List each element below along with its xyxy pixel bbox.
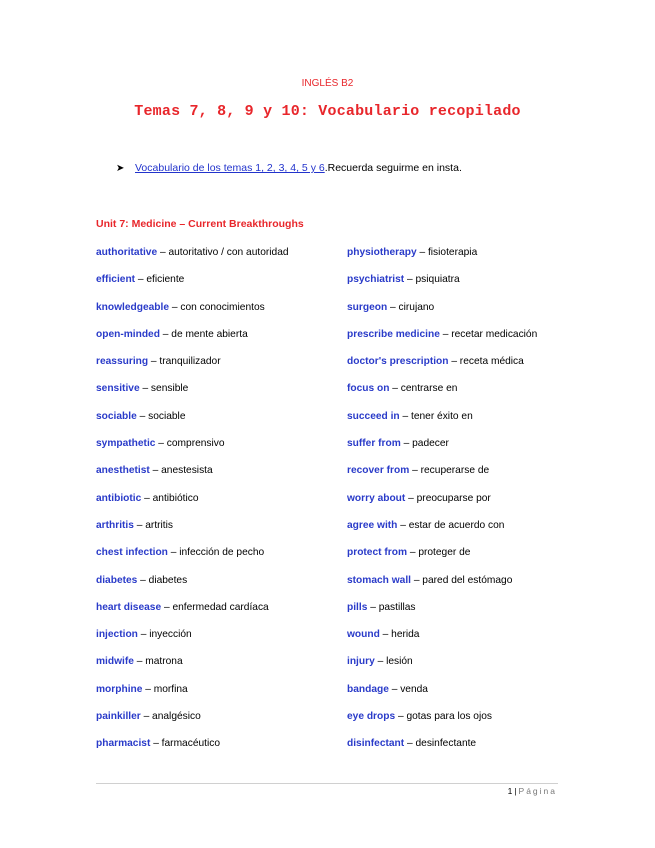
vocab-translation: – psiquiatra: [404, 274, 460, 286]
vocab-translation: – pastillas: [367, 601, 416, 613]
vocab-column-right: [347, 246, 537, 765]
vocab-entry: [347, 710, 537, 737]
footer-divider: [96, 783, 558, 784]
vocab-term: pills: [347, 601, 368, 613]
vocab-translation: – sociable: [136, 410, 186, 422]
vocab-term: wound: [347, 629, 380, 641]
vocab-entry: [96, 464, 289, 491]
vocab-translation: – recetar medicación: [439, 328, 538, 340]
previous-vocab-link[interactable]: Vocabulario de los temas 1, 2, 3, 4, 5 y 6: [135, 162, 325, 174]
vocab-translation: – pared del estómago: [410, 574, 513, 586]
vocab-term: agree with: [347, 519, 398, 531]
intro-suffix: .Recuerda seguirme en insta.: [324, 162, 462, 174]
vocab-entry: [347, 355, 537, 382]
vocab-entry: [347, 328, 537, 355]
vocab-term: painkiller: [96, 711, 141, 723]
arrow-bullet-icon: ➤: [116, 163, 125, 174]
vocab-translation: – inyección: [137, 629, 192, 641]
vocab-entry: [347, 628, 537, 655]
vocab-term: reassuring: [96, 356, 149, 368]
vocab-entry: [96, 737, 289, 764]
vocab-translation: – diabetes: [137, 574, 188, 586]
vocab-translation: – estar de acuerdo con: [397, 519, 505, 531]
page-label: Página: [518, 786, 557, 796]
vocab-term: physiotherapy: [347, 247, 417, 258]
vocab-term: worry about: [347, 492, 406, 504]
vocab-term: anesthetist: [96, 465, 150, 477]
vocab-translation: – infección de pecho: [167, 547, 265, 559]
vocab-entry: [96, 655, 289, 682]
vocab-term: suffer from: [347, 438, 401, 450]
vocab-entry: [96, 683, 289, 710]
vocab-translation: – desinfectante: [404, 738, 477, 750]
vocab-entry: [347, 519, 537, 546]
vocab-entry: [347, 574, 537, 601]
vocab-translation: – analgésico: [140, 711, 201, 723]
vocab-term: injury: [347, 656, 375, 668]
vocab-term: arthritis: [96, 519, 134, 531]
unit-heading: Unit 7: Medicine – Current Breakthroughs: [96, 218, 304, 230]
page-footer: [508, 786, 557, 796]
vocab-term: prescribe medicine: [347, 328, 440, 340]
vocab-translation: – receta médica: [448, 356, 524, 368]
vocab-entry: [96, 519, 289, 546]
vocab-term: stomach wall: [347, 574, 411, 586]
vocab-translation: – artritis: [133, 519, 173, 531]
vocab-entry: [347, 683, 537, 710]
vocab-translation: – de mente abierta: [159, 328, 248, 340]
vocab-column-left: [96, 246, 289, 765]
vocab-entry: [347, 655, 537, 682]
vocab-term: bandage: [347, 683, 389, 695]
vocab-entry: [96, 410, 289, 437]
vocab-term: authoritative: [96, 247, 158, 258]
vocab-term: chest infection: [96, 547, 168, 559]
vocab-term: heart disease: [96, 601, 162, 613]
page-number: 1: [507, 786, 513, 796]
vocab-term: pharmacist: [96, 738, 151, 750]
vocab-term: succeed in: [347, 410, 400, 422]
vocab-entry: [96, 382, 289, 409]
vocab-term: morphine: [96, 683, 143, 695]
course-header: INGLÉS B2: [301, 78, 354, 89]
vocab-term: knowledgeable: [96, 301, 170, 313]
vocab-translation: – lesión: [374, 656, 413, 668]
vocab-term: doctor's prescription: [347, 356, 449, 368]
vocab-entry: [96, 628, 289, 655]
vocab-term: focus on: [347, 383, 390, 395]
vocab-entry: [96, 492, 289, 519]
vocab-translation: – morfina: [142, 683, 188, 695]
vocab-translation: – matrona: [133, 656, 183, 668]
vocab-entry: [96, 574, 289, 601]
vocab-term: efficient: [96, 274, 136, 286]
vocab-entry: [347, 437, 537, 464]
vocab-term: sociable: [96, 410, 137, 422]
vocab-translation: – fisioterapia: [416, 247, 478, 258]
vocab-entry: [96, 710, 289, 737]
intro-line: [116, 162, 462, 174]
vocab-entry: [96, 601, 289, 628]
vocab-translation: – preocuparse por: [405, 492, 491, 504]
vocab-term: injection: [96, 629, 138, 641]
vocab-entry: [96, 546, 289, 573]
vocab-entry: [347, 410, 537, 437]
vocab-term: eye drops: [347, 711, 396, 723]
vocab-entry: [347, 464, 537, 491]
vocab-translation: – autoritativo / con autoridad: [157, 247, 289, 258]
vocab-entry: [347, 246, 537, 273]
vocab-translation: – gotas para los ojos: [395, 711, 492, 723]
vocab-translation: – con conocimientos: [169, 301, 265, 313]
page-title: Temas 7, 8, 9 y 10: Vocabulario recopilado: [134, 103, 521, 120]
vocab-entry: [347, 301, 537, 328]
vocab-translation: – venda: [388, 683, 428, 695]
vocab-entry: [96, 246, 289, 273]
vocab-term: protect from: [347, 547, 407, 559]
vocab-term: open-minded: [96, 328, 160, 340]
vocab-translation: – padecer: [400, 438, 449, 450]
vocab-entry: [347, 601, 537, 628]
vocab-translation: – eficiente: [135, 274, 185, 286]
vocab-term: recover from: [347, 465, 410, 477]
vocab-entry: [96, 328, 289, 355]
vocab-term: midwife: [96, 656, 134, 668]
vocab-translation: – comprensivo: [155, 438, 225, 450]
vocab-entry: [347, 492, 537, 519]
vocab-entry: [347, 273, 537, 300]
vocab-term: antibiotic: [96, 492, 142, 504]
vocab-entry: [347, 737, 537, 764]
vocab-term: sensitive: [96, 383, 140, 395]
vocab-term: disinfectant: [347, 738, 405, 750]
vocab-entry: [347, 546, 537, 573]
vocab-translation: – cirujano: [387, 301, 435, 313]
vocab-translation: – anestesista: [149, 465, 213, 477]
vocab-entry: [96, 301, 289, 328]
vocab-translation: – herida: [379, 629, 420, 641]
vocab-translation: – sensible: [139, 383, 189, 395]
vocab-translation: – recuperarse de: [409, 465, 490, 477]
vocab-entry: [96, 355, 289, 382]
vocab-translation: – tener éxito en: [399, 410, 473, 422]
vocab-term: diabetes: [96, 574, 138, 586]
vocab-entry: [96, 437, 289, 464]
vocab-translation: – proteger de: [407, 547, 471, 559]
vocab-translation: – enfermedad cardíaca: [161, 601, 269, 613]
vocab-term: psychiatrist: [347, 274, 405, 286]
vocab-term: surgeon: [347, 301, 388, 313]
vocab-entry: [96, 273, 289, 300]
vocab-translation: – farmacéutico: [150, 738, 221, 750]
vocab-term: sympathetic: [96, 438, 156, 450]
vocab-translation: – centrarse en: [389, 383, 458, 395]
vocab-translation: – antibiótico: [141, 492, 199, 504]
footer-separator: |: [514, 786, 517, 796]
vocab-entry: [347, 382, 537, 409]
vocab-translation: – tranquilizador: [148, 356, 221, 368]
